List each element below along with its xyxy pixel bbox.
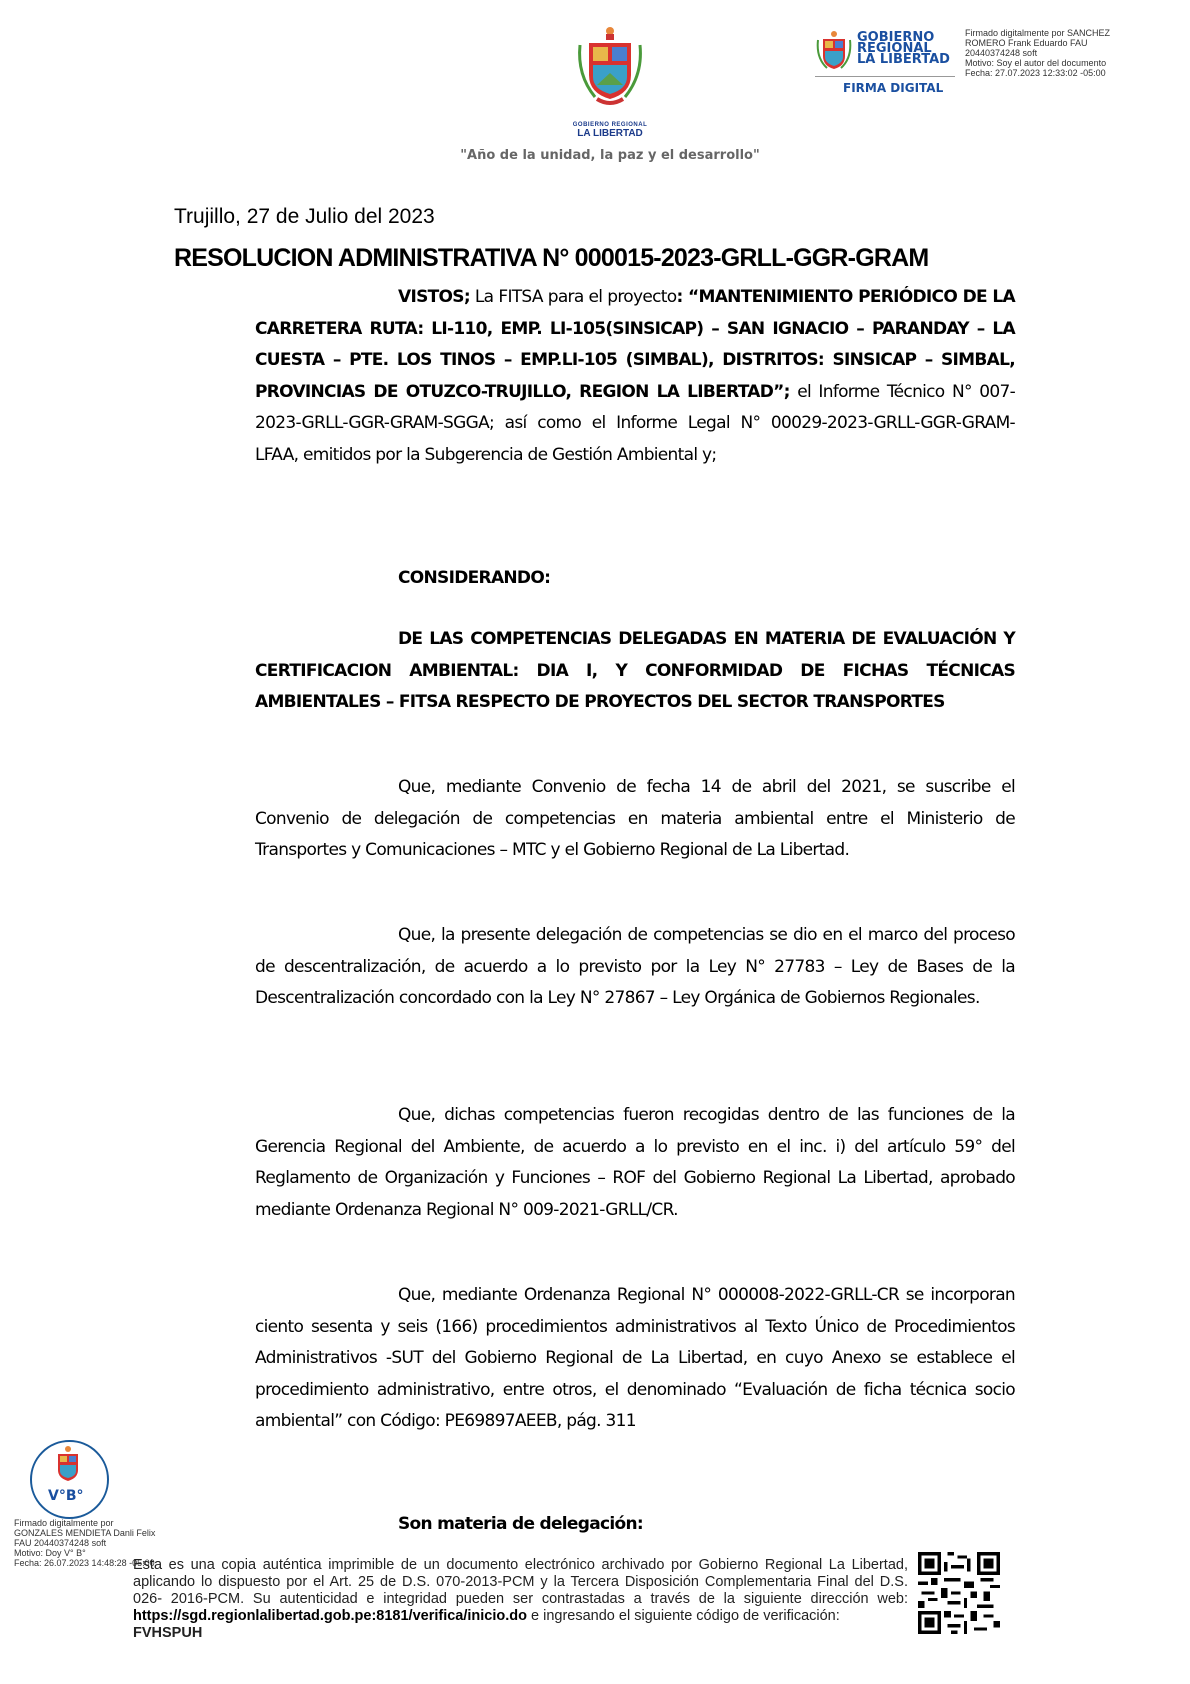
sig-top-line: 20440374248 soft bbox=[965, 48, 1038, 58]
firma-logo-text bbox=[857, 32, 950, 65]
document-title: RESOLUCION ADMINISTRATIVA N° 000015-2023-GRLL-GGR-GRAM bbox=[174, 244, 929, 272]
digital-signature-top bbox=[965, 28, 1185, 78]
sig-bot-line: Firmado digitalmente por bbox=[14, 1518, 114, 1528]
competencias-heading bbox=[255, 624, 1015, 719]
competencias-heading-text: DE LAS COMPETENCIAS DELEGADAS EN MATERIA DE EVALUACIÓN Y CERTIFICACION AMBIENTAL: DIA I, Y CONFORMIDAD DE FICHAS TÉCNICAS AMBIENTALES – FITSA RESPECTO DE PROYECTOS DEL SECTOR TRANSPORTES bbox=[255, 629, 1015, 712]
paragraph-text: Que, la presente delegación de competencias se dio en el marco del proceso de descentralización, de acuerdo a lo previsto por la Ley N° 27783 – Ley de Bases de la Descentralización concordado con la Ley N° 27867 – Ley Orgánica de Gobiernos Regionales. bbox=[255, 925, 1015, 1008]
vistos-paragraph bbox=[255, 282, 1015, 471]
vistos-text: La FITSA para el proyecto bbox=[469, 287, 677, 307]
stamp-crest-icon bbox=[52, 1446, 84, 1486]
firma-line-1: GOBIERNO bbox=[857, 30, 935, 45]
sig-bot-line: Fecha: 26.07.2023 14:48:28 -05:00 bbox=[14, 1558, 155, 1568]
paragraph-text: Que, mediante Ordenanza Regional N° 000008-2022-GRLL-CR se incorporan ciento sesenta y seis (166) procedimientos administrativos al Texto Único de Procedimientos Administrativos -SUT del Gobierno Regional de La Libertad, en cuyo Anexo se establece el procedimiento administrativo, entre otros, el denominado “Evaluación de ficha técnica socio ambiental” con Código: PE69897AEEB, pág. 311 bbox=[255, 1285, 1015, 1431]
paragraph-text: Que, mediante Convenio de fecha 14 de abril del 2021, se suscribe el Convenio de delegación de competencias en materia ambiental entre el Ministerio de Transportes y Comunicaciones – MTC y el Gobierno Regional de La Libertad. bbox=[255, 777, 1015, 860]
year-motto: "Año de la unidad, la paz y el desarrollo" bbox=[460, 148, 760, 163]
small-crest-icon bbox=[815, 30, 853, 72]
considerando-heading: CONSIDERANDO: bbox=[398, 568, 551, 588]
body-paragraph bbox=[255, 1100, 1015, 1226]
body-paragraph bbox=[255, 772, 1015, 867]
regional-crest-logo bbox=[575, 25, 645, 120]
firma-line-2: REGIONAL bbox=[857, 41, 932, 56]
firma-digital-badge bbox=[815, 30, 960, 100]
footer-text-2: e ingresando el siguiente código de verificación: bbox=[527, 1608, 840, 1624]
sig-top-line: Fecha: 27.07.2023 12:33:02 -05:00 bbox=[965, 68, 1106, 78]
sig-top-line: Firmado digitalmente por SANCHEZ bbox=[965, 28, 1111, 38]
vistos-label: VISTOS; bbox=[398, 287, 470, 307]
vistos-references: el Informe Técnico N° 007-2023-GRLL-GGR-GRAM-SGGA; así como el Informe Legal N° 00029-2023-GRLL-GGR-GRAM-LFAA, emitidos por la Subgerencia de Gestión Ambiental y; bbox=[255, 381, 1016, 465]
verification-link[interactable]: https://sgd.regionlalibertad.gob.pe:8181/verifica/inicio.do bbox=[133, 1608, 527, 1624]
crest-caption-small: GOBIERNO REGIONAL bbox=[572, 122, 648, 128]
body-paragraph bbox=[255, 1280, 1015, 1438]
sig-bot-line: GONZALES MENDIETA Danli Felix bbox=[14, 1528, 156, 1538]
sig-top-line: Motivo: Soy el autor del documento bbox=[965, 58, 1107, 68]
sig-bot-line: Motivo: Doy V° B° bbox=[14, 1548, 86, 1558]
authenticity-footer bbox=[133, 1557, 908, 1642]
paragraph-text: Que, dichas competencias fueron recogidas dentro de las funciones de la Gerencia Regional del Ambiente, de acuerdo a lo previsto en el inc. i) del artículo 59° del Reglamento de Organización y Funciones – ROF del Gobierno Regional La Libertad, aprobado mediante Ordenanza Regional N° 009-2021-GRLL/CR. bbox=[255, 1105, 1015, 1220]
sig-top-line: ROMERO Frank Eduardo FAU bbox=[965, 38, 1088, 48]
footer-text: Esta es una copia auténtica imprimible de un documento electrónico archivado por Gobierno Regional La Libertad, aplicando lo dispuesto por el Art. 25 de D.S. 070-2013-PCM y la Tercera Disposición Complementaria Final del D.S. 026- 2016-PCM. Su autenticidad e integridad pueden ser contrastadas a través de la siguiente dirección web: bbox=[133, 1557, 908, 1607]
body-paragraph bbox=[255, 920, 1015, 1015]
sig-bot-line: FAU 20440374248 soft bbox=[14, 1538, 107, 1548]
document-date: Trujillo, 27 de Julio del 2023 bbox=[174, 205, 435, 228]
project-name: : “MANTENIMIENTO PERIÓDICO DE LA CARRETERA RUTA: LI-110, EMP. LI-105(SINSICAP) – SAN IGNACIO – PARANDAY – LA CUESTA – PTE. LOS TINOS – EMP.LI-105 (SIMBAL), DISTRITOS: SINSICAP – SIMBAL, PROVINCIAS DE OTUZCO-TRUJILLO, REGION LA LIBERTAD”; bbox=[255, 287, 1015, 402]
verification-code: FVHSPUH bbox=[133, 1625, 203, 1641]
firma-digital-label: FIRMA DIGITAL bbox=[843, 81, 944, 95]
crest-caption-big: LA LIBERTAD bbox=[577, 128, 643, 139]
crest-caption bbox=[555, 122, 665, 139]
qr-code-icon[interactable] bbox=[918, 1552, 1000, 1634]
firma-line-3: LA LIBERTAD bbox=[857, 52, 950, 67]
firma-divider bbox=[815, 76, 955, 77]
delegation-subheading: Son materia de delegación: bbox=[398, 1514, 643, 1534]
vobo-label: V°B° bbox=[48, 1488, 84, 1504]
